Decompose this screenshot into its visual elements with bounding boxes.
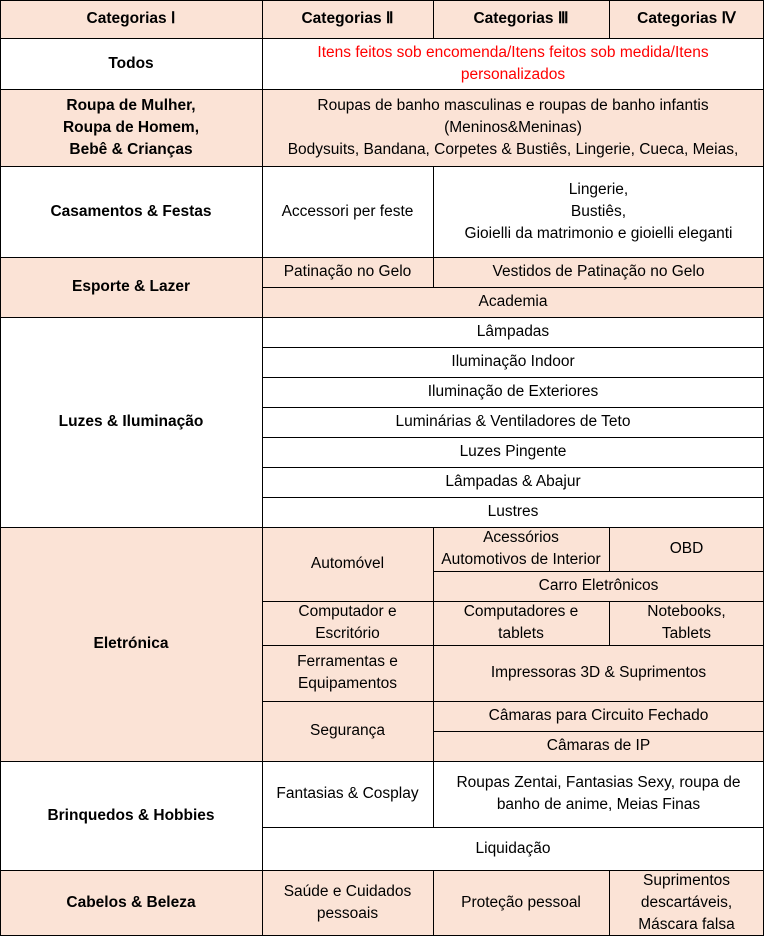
row-label-todos[interactable]: Todos	[0, 38, 262, 89]
luzes-item[interactable]: Iluminação de Exteriores	[262, 377, 764, 407]
eletronica-computadores[interactable]: Computadores e tablets	[433, 601, 609, 645]
esporte-academia[interactable]: Academia	[262, 287, 764, 317]
row-divider	[0, 761, 764, 762]
col-divider	[609, 0, 610, 38]
eletronica-cameras-circuito[interactable]: Câmaras para Circuito Fechado	[433, 701, 764, 731]
luzes-item[interactable]: Lustres	[262, 497, 764, 527]
roupa-subcategories[interactable]: Roupas de banho masculinas e roupas de banho infantis (Meninos&Meninas) Bodysuits, Bandana, Corpetes & Bustiês, Lingerie, Cueca, Meias,	[262, 89, 764, 166]
subrow-divider	[262, 467, 764, 468]
row-divider	[0, 870, 764, 871]
eletronica-automovel[interactable]: Automóvel	[262, 527, 433, 601]
eletronica-carro[interactable]: Carro Eletrônicos	[433, 571, 764, 601]
col-divider	[433, 870, 434, 936]
col-divider	[433, 527, 434, 827]
col-divider	[609, 527, 610, 571]
row-label-esporte[interactable]: Esporte & Lazer	[0, 257, 262, 317]
subrow-divider	[262, 601, 764, 602]
row-label-brinquedos[interactable]: Brinquedos & Hobbies	[0, 761, 262, 870]
row-label-luzes[interactable]: Luzes & Iluminação	[0, 317, 262, 527]
subrow-divider	[262, 497, 764, 498]
luzes-item[interactable]: Lâmpadas	[262, 317, 764, 347]
luzes-item[interactable]: Luminárias & Ventiladores de Teto	[262, 407, 764, 437]
subrow-divider	[262, 407, 764, 408]
cabelos-protecao[interactable]: Proteção pessoal	[433, 870, 609, 936]
row-divider	[0, 89, 764, 90]
luzes-item[interactable]: Iluminação Indoor	[262, 347, 764, 377]
eletronica-notebooks[interactable]: Notebooks, Tablets	[609, 601, 764, 645]
esporte-patinacao[interactable]: Patinação no Gelo	[262, 257, 433, 287]
row-divider	[0, 317, 764, 318]
eletronica-acessorios[interactable]: Acessórios Automotivos de Interior	[433, 527, 609, 571]
subrow-divider	[262, 347, 764, 348]
cabelos-suprimentos[interactable]: Suprimentos descartáveis, Máscara falsa	[609, 870, 764, 936]
header-categorias-4: Categorias Ⅳ	[609, 0, 764, 38]
eletronica-seguranca[interactable]: Segurança	[262, 701, 433, 761]
header-categorias-2: Categorias Ⅱ	[262, 0, 433, 38]
row-label-cabelos[interactable]: Cabelos & Beleza	[0, 870, 262, 936]
esporte-vestidos[interactable]: Vestidos de Patinação no Gelo	[433, 257, 764, 287]
row-label-roupa[interactable]: Roupa de Mulher, Roupa de Homem, Bebê & Crianças	[0, 89, 262, 166]
row-divider	[0, 38, 764, 39]
border-top	[0, 0, 764, 1]
col-divider	[609, 870, 610, 936]
casamentos-accessori[interactable]: Accessori per feste	[262, 166, 433, 257]
subrow-divider	[262, 827, 764, 828]
subrow-divider	[262, 287, 764, 288]
brinquedos-liquidacao[interactable]: Liquidação	[262, 827, 764, 870]
header-categorias-3: Categorias Ⅲ	[433, 0, 609, 38]
cabelos-saude[interactable]: Saúde e Cuidados pessoais	[262, 870, 433, 936]
header-categorias-1: Categorias Ⅰ	[0, 0, 262, 38]
col-divider	[262, 0, 263, 936]
row-label-eletronica[interactable]: Eletrónica	[0, 527, 262, 761]
eletronica-computador[interactable]: Computador e Escritório	[262, 601, 433, 645]
subrow-divider	[262, 701, 764, 702]
todos-custom-items[interactable]: Itens feitos sob encomenda/Itens feitos sob medida/Itens personalizados	[262, 38, 764, 89]
subrow-divider	[262, 377, 764, 378]
row-label-casamentos[interactable]: Casamentos & Festas	[0, 166, 262, 257]
casamentos-lingerie[interactable]: Lingerie, Bustiês, Gioielli da matrimonio e gioielli eleganti	[433, 166, 764, 257]
subrow-divider	[262, 645, 764, 646]
col-divider	[433, 166, 434, 287]
row-divider	[0, 257, 764, 258]
col-divider	[433, 0, 434, 38]
row-divider	[0, 166, 764, 167]
eletronica-ferramentas[interactable]: Ferramentas e Equipamentos	[262, 645, 433, 701]
row-divider	[0, 527, 764, 528]
subrow-divider	[433, 571, 764, 572]
luzes-item[interactable]: Lâmpadas & Abajur	[262, 467, 764, 497]
luzes-item[interactable]: Luzes Pingente	[262, 437, 764, 467]
eletronica-impressoras[interactable]: Impressoras 3D & Suprimentos	[433, 645, 764, 701]
brinquedos-fantasias[interactable]: Fantasias & Cosplay	[262, 761, 433, 827]
border-left	[0, 0, 1, 936]
brinquedos-roupas-zentai[interactable]: Roupas Zentai, Fantasias Sexy, roupa de banho de anime, Meias Finas	[433, 761, 764, 827]
eletronica-obd[interactable]: OBD	[609, 527, 764, 571]
subrow-divider	[433, 731, 764, 732]
subrow-divider	[262, 437, 764, 438]
eletronica-cameras-ip[interactable]: Câmaras de IP	[433, 731, 764, 761]
col-divider	[609, 601, 610, 645]
